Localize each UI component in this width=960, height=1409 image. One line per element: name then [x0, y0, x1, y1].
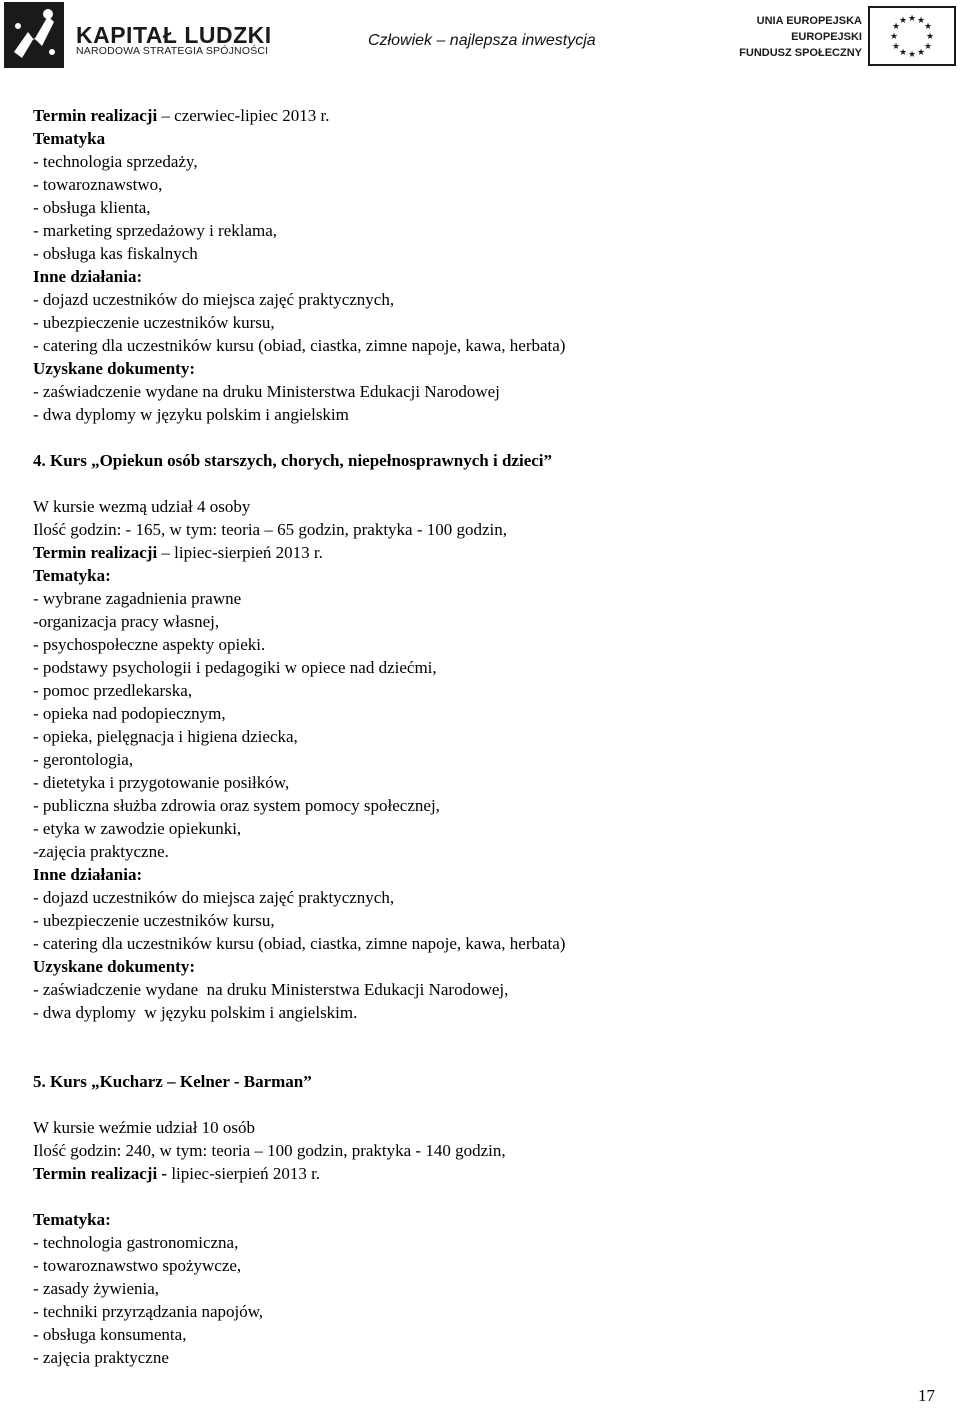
list-item: - dojazd uczestników do miejsca zajęć praktycznych,	[33, 290, 395, 309]
svg-text:★: ★	[898, 48, 908, 58]
participants: W kursie wezmą udział 4 osoby	[33, 497, 251, 516]
section-4-title: 4. Kurs „Opiekun osób starszych, chorych, niepełnosprawnych i dzieci”	[33, 451, 553, 470]
list-item: - opieka, pielęgnacja i higiena dziecka,	[33, 727, 298, 746]
svg-text:★: ★	[891, 42, 901, 52]
other-heading: Inne działania:	[33, 865, 143, 884]
page-number: 17	[918, 1386, 935, 1405]
topics-heading: Tematyka:	[33, 1210, 111, 1229]
list-item: - dojazd uczestników do miejsca zajęć praktycznych,	[33, 888, 395, 907]
list-item: - dwa dyplomy w języku polskim i angielskim.	[33, 1003, 358, 1022]
svg-text:★: ★	[923, 42, 933, 52]
list-item: - obsługa konsumenta,	[33, 1325, 187, 1344]
eu-line-2: EUROPEJSKI	[791, 31, 862, 43]
logo-title: KAPITAŁ LUDZKI	[76, 22, 272, 48]
list-item: - technologia gastronomiczna,	[33, 1233, 239, 1252]
svg-text:★: ★	[907, 14, 917, 24]
list-item: - towaroznawstwo spożywcze,	[33, 1256, 242, 1275]
term-line: Termin realizacji – czerwiec-lipiec 2013 r.	[33, 106, 330, 125]
list-item: - obsługa klienta,	[33, 198, 151, 217]
eu-line-3: FUNDUSZ SPOŁECZNY	[739, 47, 862, 59]
section-5-title: 5. Kurs „Kucharz – Kelner - Barman”	[33, 1072, 312, 1091]
list-item: - podstawy psychologii i pedagogiki w opiece nad dziećmi,	[33, 658, 437, 677]
svg-text:★: ★	[923, 22, 933, 32]
docs-heading: Uzyskane dokumenty:	[33, 957, 195, 976]
list-item: - zaświadczenie wydane na druku Ministerstwa Edukacji Narodowej	[33, 382, 500, 401]
list-item: - wybrane zagadnienia prawne	[33, 589, 242, 608]
hours: Ilość godzin: - 165, w tym: teoria – 65 godzin, praktyka - 100 godzin,	[33, 520, 508, 539]
other-heading: Inne działania:	[33, 267, 143, 286]
list-item: - pomoc przedlekarska,	[33, 681, 193, 700]
list-item: - ubezpieczenie uczestników kursu,	[33, 313, 275, 332]
list-item: - techniki przyrządzania napojów,	[33, 1302, 264, 1321]
eu-flag-icon	[868, 6, 956, 66]
list-item: - catering dla uczestników kursu (obiad, ciastka, zimne napoje, kawa, herbata)	[33, 934, 566, 953]
svg-text:★: ★	[907, 50, 917, 60]
list-item: - zaświadczenie wydane na druku Ministerstwa Edukacji Narodowej,	[33, 980, 509, 999]
list-item: - gerontologia,	[33, 750, 134, 769]
list-item: - zasady żywienia,	[33, 1279, 160, 1298]
kapital-ludzki-logo-icon	[4, 2, 64, 68]
list-item: - dietetyka i przygotowanie posiłków,	[33, 773, 290, 792]
list-item: - publiczna służba zdrowia oraz system pomocy społecznej,	[33, 796, 440, 815]
list-item: - etyka w zawodzie opiekunki,	[33, 819, 242, 838]
list-item: - opieka nad podopiecznym,	[33, 704, 226, 723]
svg-text:★: ★	[891, 22, 901, 32]
list-item: - ubezpieczenie uczestników kursu,	[33, 911, 275, 930]
svg-text:★: ★	[916, 48, 926, 58]
svg-text:★: ★	[889, 32, 899, 42]
topics-heading: Tematyka	[33, 129, 106, 148]
list-item: - catering dla uczestników kursu (obiad, ciastka, zimne napoje, kawa, herbata)	[33, 336, 566, 355]
page-header	[0, 0, 960, 72]
docs-heading: Uzyskane dokumenty:	[33, 359, 195, 378]
term-line: Termin realizacji – lipiec-sierpień 2013 r.	[33, 543, 323, 562]
eu-line-1: UNIA EUROPEJSKA	[756, 15, 862, 27]
slogan: Człowiek – najlepsza inwestycja	[368, 32, 596, 49]
list-item: - zajęcia praktyczne	[33, 1348, 169, 1367]
list-item: - dwa dyplomy w języku polskim i angielskim	[33, 405, 349, 424]
list-item: - technologia sprzedaży,	[33, 152, 198, 171]
svg-text:★: ★	[916, 16, 926, 26]
list-item: - obsługa kas fiskalnych	[33, 244, 198, 263]
list-item: -zajęcia praktyczne.	[33, 842, 169, 861]
list-item: - psychospołeczne aspekty opieki.	[33, 635, 266, 654]
term-line: Termin realizacji - lipiec-sierpień 2013 r.	[33, 1164, 321, 1183]
list-item: - marketing sprzedażowy i reklama,	[33, 221, 278, 240]
topics-heading: Tematyka:	[33, 566, 111, 585]
list-item: -organizacja pracy własnej,	[33, 612, 220, 631]
document-body	[33, 104, 913, 1369]
svg-text:★: ★	[898, 16, 908, 26]
eu-label	[739, 13, 862, 61]
logo-subtitle: NARODOWA STRATEGIA SPÓJNOŚCI	[76, 45, 269, 57]
svg-text:★: ★	[925, 32, 935, 42]
list-item: - towaroznawstwo,	[33, 175, 163, 194]
hours: Ilość godzin: 240, w tym: teoria – 100 godzin, praktyka - 140 godzin,	[33, 1141, 506, 1160]
participants: W kursie weźmie udział 10 osób	[33, 1118, 256, 1137]
